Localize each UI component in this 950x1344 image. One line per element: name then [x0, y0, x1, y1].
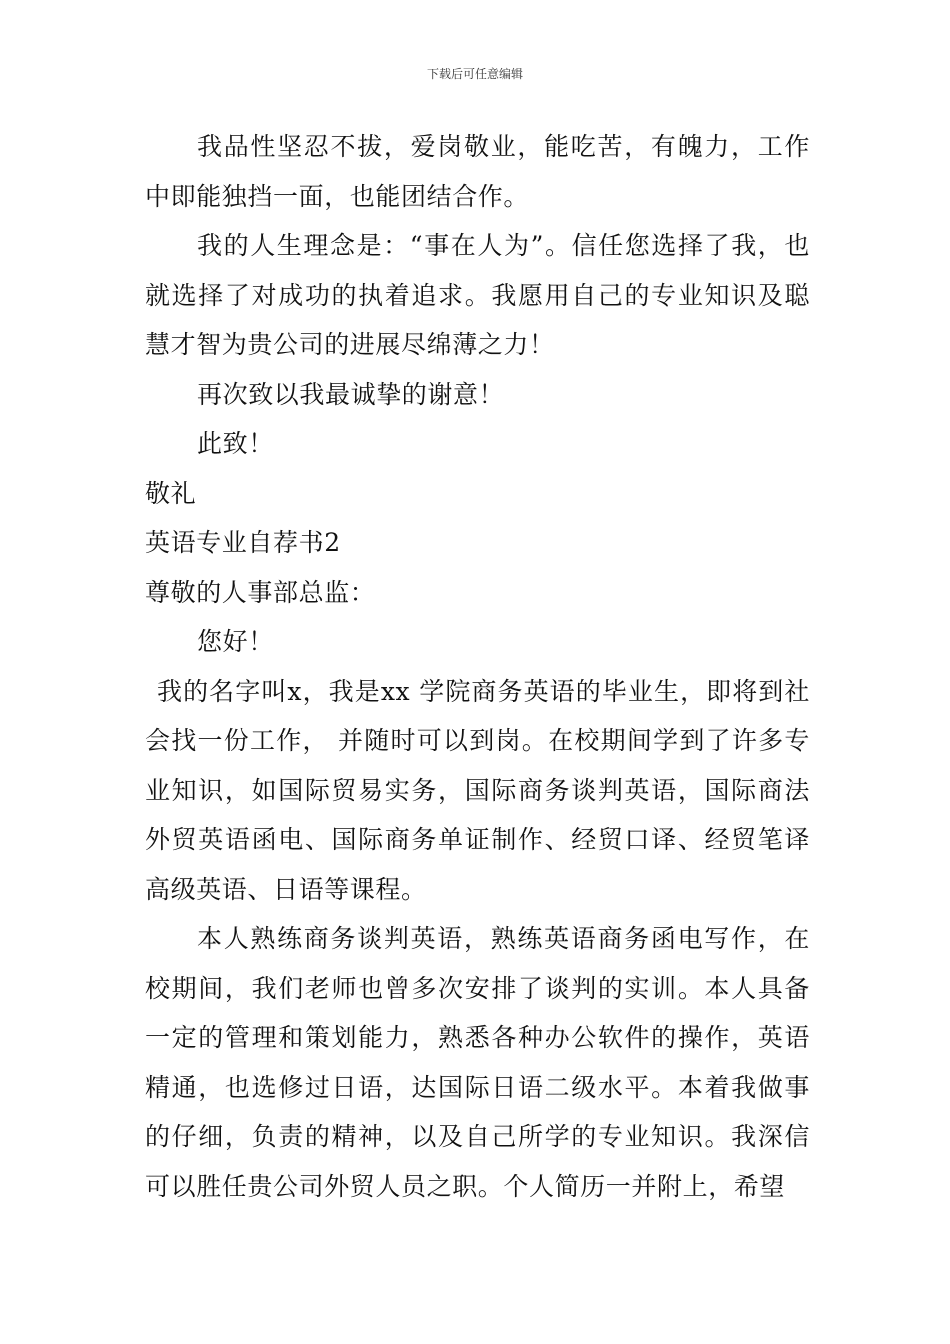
- paragraph-introduction: 我的名字叫x，我是xx 学院商务英语的毕业生，即将到社会找一份工作， 并随时可以到岗。在校期间学到了许多专业知识，如国际贸易实务，国际商务谈判英语，国际商法外贸英语函电、国际商务单证制作、经贸口译、经贸笔译高级英语、日语等课程。: [145, 676, 810, 904]
- greeting: 您好！: [197, 627, 274, 656]
- paragraph-thanks: 再次致以我最诚挚的谢意！: [197, 379, 505, 409]
- document-body: [145, 122, 810, 1211]
- paragraph-regards: 敬礼: [145, 478, 197, 508]
- paragraph-skills: 本人熟练商务谈判英语，熟练英语商务函电写作，在校期间，我们老师也曾多次安排了谈判的实训。本人具备一定的管理和策划能力，熟悉各种办公软件的操作，英语精通，也选修过日语，达国际日语二级水平。本着我做事的仔细，负责的精神，以及自己所学的专业知识。我深信可以胜任贵公司外贸人员之职。个人简历一并附上，希望: [145, 924, 810, 1201]
- paragraph-character: 我品性坚忍不拔，爱岗敬业，能吃苦，有魄力，工作中即能独挡一面，也能团结合作。: [145, 132, 810, 211]
- salutation: 尊敬的人事部总监：: [145, 577, 376, 607]
- paragraph-philosophy: 我的人生理念是：“事在人为”。信任您选择了我，也就选择了对成功的执着追求。我愿用自己的专业知识及聪慧才智为贵公司的进展尽绵薄之力！: [145, 231, 810, 359]
- paragraph-closing: 此致！: [197, 429, 274, 458]
- section-title: 英语专业自荐书2: [145, 528, 341, 557]
- page-header: 下载后可任意编辑: [426, 67, 523, 81]
